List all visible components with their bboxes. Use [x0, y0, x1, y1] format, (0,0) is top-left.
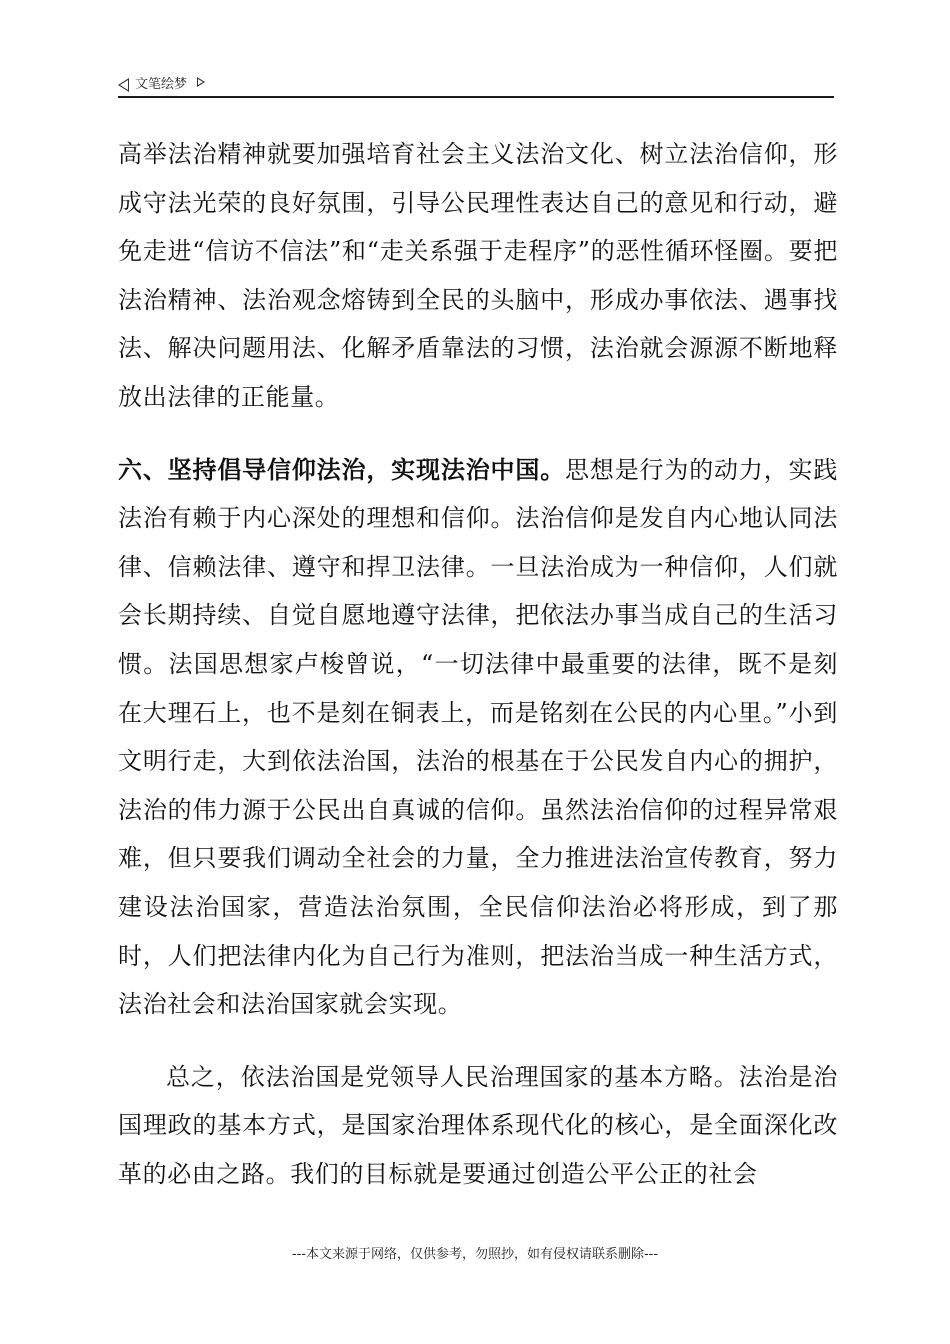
paragraph-2 [118, 446, 838, 1029]
header-title: 文笔绘梦 [135, 77, 188, 92]
paragraph-3: 总之，依法治国是党领导人民治理国家的基本方略。法治是治国理政的基本方式，是国家治理体系现代化的核心，是全面深化改革的必由之路。我们的目标就是要通过创造公平公正的社会 [118, 1062, 838, 1188]
page-header [118, 74, 834, 98]
triangle-left-icon [118, 78, 129, 92]
paragraph-gap [118, 1029, 838, 1053]
triangle-right-icon [197, 77, 205, 87]
document-body [118, 130, 838, 1198]
page-footer: ---本文来源于网络，仅供参考，勿照抄，如有侵权请联系删除--- [291, 1247, 659, 1262]
section-heading: 六、坚持倡导信仰法治，实现法治中国。 [118, 455, 566, 484]
paragraph-1: 高举法治精神就要加强培育社会主义法治文化、树立法治信仰，形成守法光荣的良好氛围，引导公民理性表达自己的意见和行动，避免走进“信访不信法”和“走关系强于走程序”的恶性循环怪圈。要把法治精神、法治观念熔铸到全民的头脑中，形成办事依法、遇事找法、解决问题用法、化解矛盾靠法的习惯，法治就会源源不断地释放出法律的正能量。 [118, 140, 838, 411]
paragraph-gap [118, 422, 838, 446]
paragraph-2-body: 思想是行为的动力，实践法治有赖于内心深处的理想和信仰。法治信仰是发自内心地认同法律、信赖法律、遵守和捍卫法律。一旦法治成为一种信仰，人们就会长期持续、自觉自愿地遵守法律，把依法办事当成自己的生活习惯。法国思想家卢梭曾说，“一切法律中最重要的法律，既不是刻在大理石上，也不是刻在铜表上，而是铭刻在公民的内心里。”小到文明行走，大到依法治国，法治的根基在于公民发自内心的拥护，法治的伟力源于公民出自真诚的信仰。虽然法治信仰的过程异常艰难，但只要我们调动全社会的力量，全力推进法治宣传教育，努力建设法治国家，营造法治氛围，全民信仰法治必将形成，到了那时，人们把法律内化为自己行为准则，把法治当成一种生活方式，法治社会和法治国家就会实现。 [118, 455, 838, 1019]
